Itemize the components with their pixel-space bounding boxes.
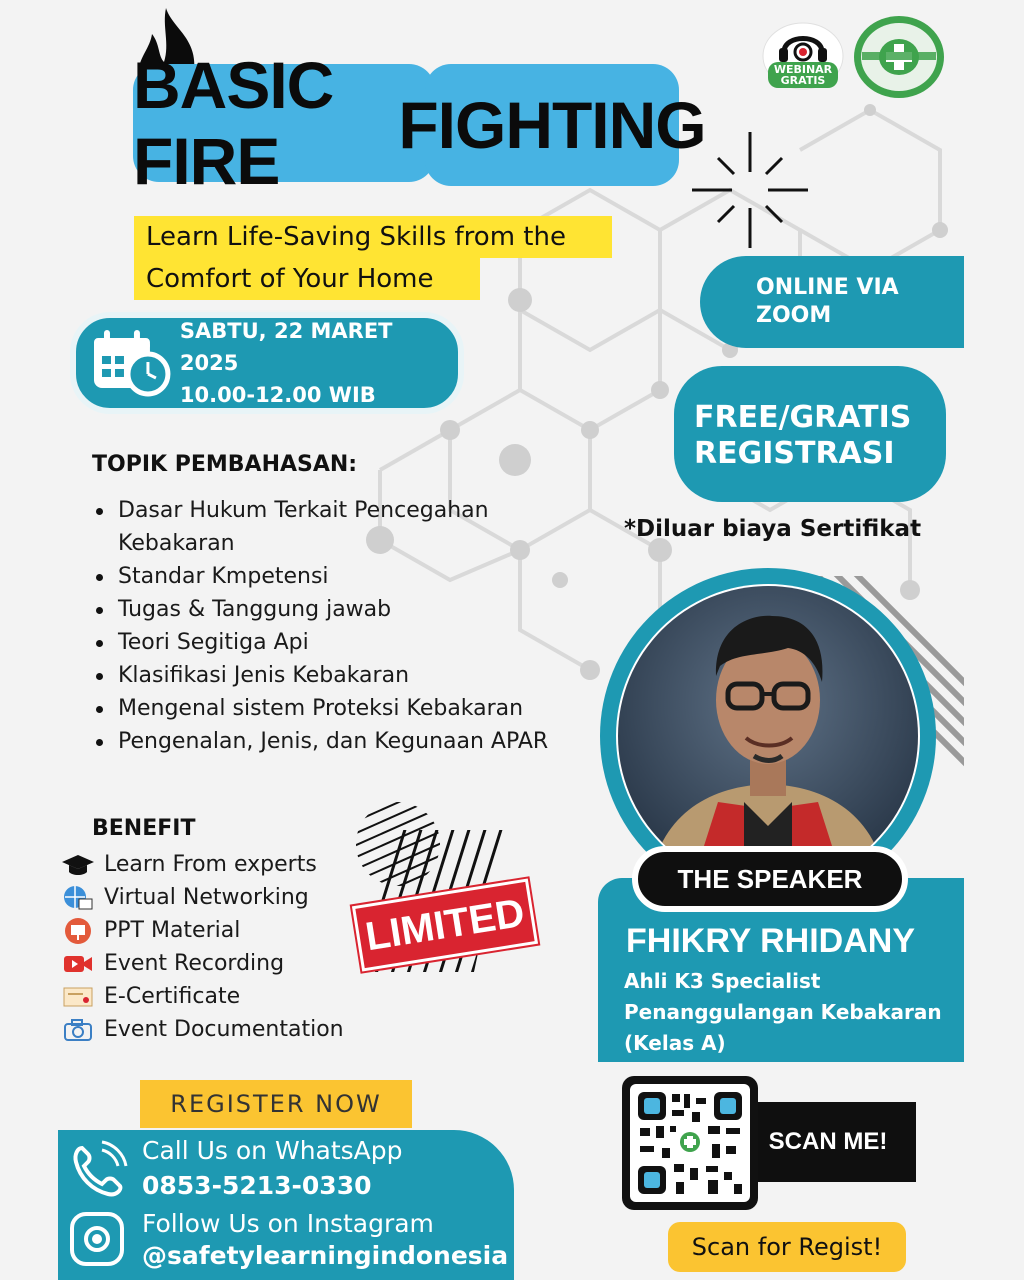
contact-box (58, 1130, 514, 1280)
topic-item: Teori Segitiga Api (90, 626, 560, 659)
event-date: SABTU, 22 MARET 2025 (179, 319, 393, 375)
qr-code[interactable] (622, 1076, 758, 1210)
speaker-photo-frame (568, 566, 964, 886)
topic-item: Klasifikasi Jenis Kebakaran (90, 659, 560, 692)
benefit-item (60, 848, 360, 881)
instagram-icon (68, 1210, 126, 1268)
instagram-handle[interactable]: @safetylearningindonesia (142, 1241, 509, 1270)
graduation-cap-icon (60, 851, 96, 879)
schedule-pill (70, 312, 464, 414)
phone-icon (68, 1140, 128, 1200)
title-part1: BASIC FIRE (133, 48, 334, 198)
topic-item: Dasar Hukum Terkait Pencegahan Kebakaran (90, 494, 560, 560)
title-box-left (133, 48, 435, 198)
the-speaker-pill: THE SPEAKER (632, 846, 908, 912)
speaker-role-line3: (Kelas A) (624, 1031, 726, 1055)
free-line1: FREE/GRATIS (694, 400, 912, 435)
event-time: 10.00-12.00 WIB (179, 383, 376, 407)
benefit-label: Event Documentation (104, 1017, 344, 1042)
online-via-zoom-pill (700, 256, 964, 348)
speaker-role (624, 966, 942, 1059)
whatsapp-label: Call Us on WhatsApp (142, 1136, 403, 1165)
benefit-list (60, 848, 360, 1046)
topic-item: Tugas & Tanggung jawab (90, 593, 560, 626)
title-box-right (398, 64, 706, 186)
instagram-label: Follow Us on Instagram (142, 1209, 434, 1238)
benefit-label: E-Certificate (104, 984, 241, 1009)
speaker-name: FHIKRY RHIDANY (626, 922, 916, 960)
webinar-badge-line1: WEBINAR (773, 63, 833, 76)
benefit-label: Learn From experts (104, 852, 317, 877)
benefit-heading: BENEFIT (92, 816, 196, 841)
topic-item: Pengenalan, Jenis, dan Kegunaan APAR (90, 725, 560, 758)
topic-item: Mengenal sistem Proteksi Kebakaran (90, 692, 560, 725)
tagline-line1: Learn Life-Saving Skills from the (134, 216, 612, 258)
tagline-line2: Comfort of Your Home (134, 258, 480, 300)
webinar-badge (762, 16, 844, 90)
globe-computer-icon (60, 884, 96, 912)
speaker-role-line2: Penanggulangan Kebakaran (624, 1000, 942, 1024)
speaker-role-line1: Ahli K3 Specialist (624, 969, 821, 993)
benefit-item (60, 1013, 360, 1046)
whatsapp-number[interactable]: 0853-5213-0330 (142, 1171, 372, 1200)
benefit-label: Event Recording (104, 951, 285, 976)
free-registration-pill (674, 366, 946, 502)
online-line2: ZOOM (756, 303, 832, 328)
topics-heading: TOPIK PEMBAHASAN: (92, 452, 358, 477)
webinar-badge-line2: GRATIS (780, 74, 826, 87)
topics-list (90, 494, 560, 758)
benefit-item (60, 947, 360, 980)
certificate-icon (60, 983, 96, 1011)
presentation-icon (60, 917, 96, 945)
camera-icon (60, 1016, 96, 1044)
title-part2: FIGHTING (398, 88, 706, 162)
scan-for-regist-label: Scan for Regist! (668, 1222, 906, 1272)
free-line2: REGISTRASI (694, 436, 895, 471)
topic-item: Standar Kmpetensi (90, 560, 560, 593)
benefit-item (60, 914, 360, 947)
online-line1: ONLINE VIA (756, 275, 899, 300)
calendar-clock-icon (90, 328, 176, 398)
certificate-note: *Diluar biaya Sertifikat (624, 516, 922, 542)
scan-me-label: SCAN ME! (740, 1102, 916, 1182)
benefit-item (60, 881, 360, 914)
benefit-item (60, 980, 360, 1013)
safety-learning-logo (852, 14, 946, 100)
sparkle-icon (688, 128, 812, 252)
video-camera-icon (60, 950, 96, 978)
benefit-label: Virtual Networking (104, 885, 309, 910)
register-now-button[interactable]: REGISTER NOW (140, 1080, 412, 1128)
limited-badge: LIMITED (352, 878, 538, 971)
benefit-label: PPT Material (104, 918, 241, 943)
